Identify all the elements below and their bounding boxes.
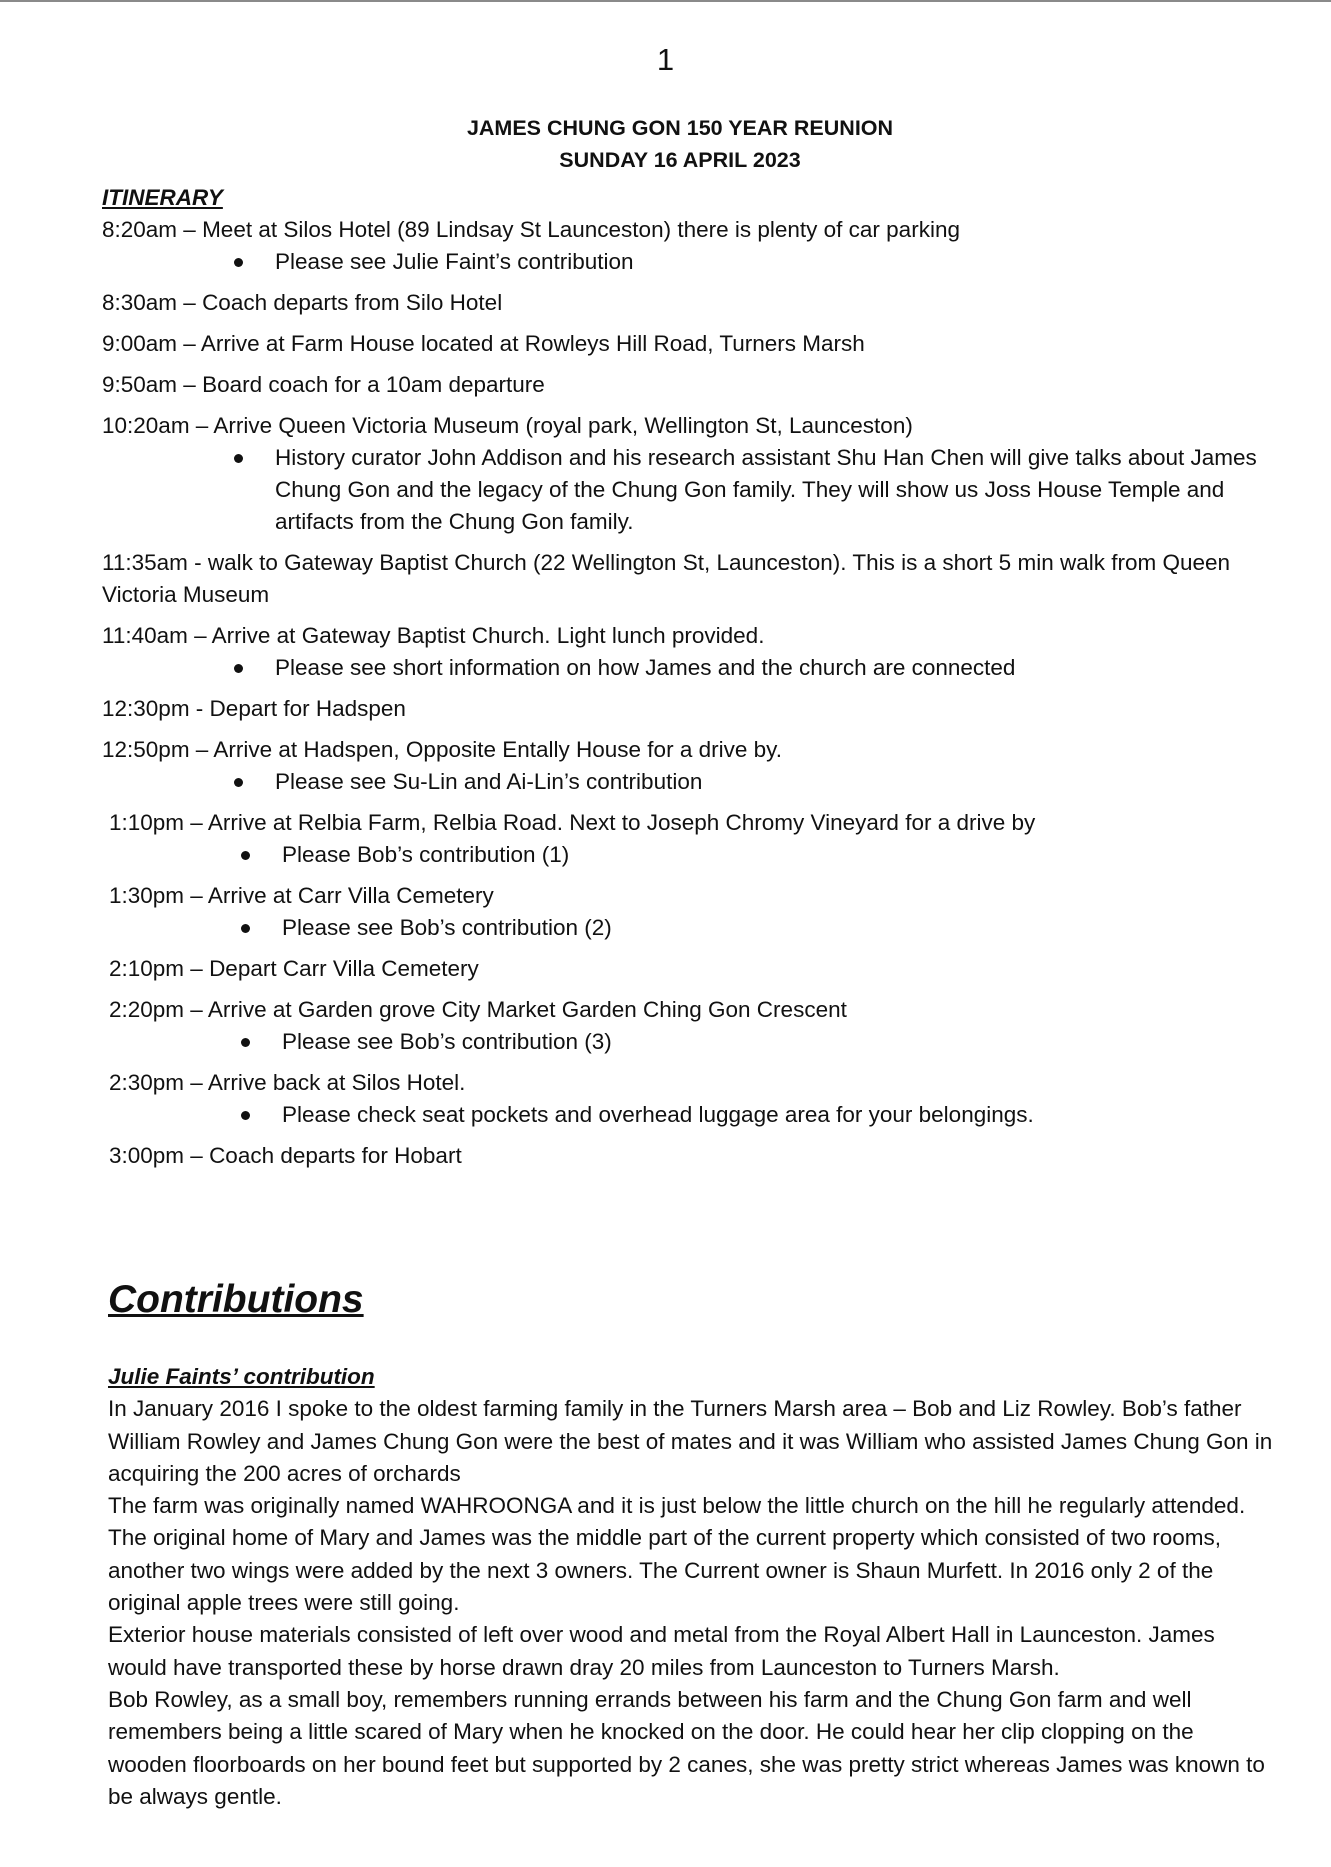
itinerary-bullet-text: History curator John Addison and his research assistant Shu Han Chen will give talks about James Chung Gon and the legacy of the Chung Gon family. They will show us Joss House Temple and artifacts from the Chung Gon family.	[275, 445, 1257, 534]
bullet-dot-icon	[241, 924, 250, 933]
itinerary-item-text: 8:30am – Coach departs from Silo Hotel	[102, 290, 503, 315]
itinerary-bullet	[109, 912, 1262, 944]
itinerary-item-text: 2:10pm – Depart Carr Villa Cemetery	[109, 956, 479, 981]
julie-contribution-heading: Julie Faints’ contribution	[108, 1364, 375, 1389]
itinerary-item-text: 10:20am – Arrive Queen Victoria Museum (royal park, Wellington St, Launceston)	[102, 413, 913, 438]
itinerary-bullet-text: Please see Bob’s contribution (3)	[282, 1029, 612, 1054]
itinerary-item	[102, 880, 1262, 944]
bullet-dot-icon	[234, 778, 243, 787]
contributions-heading: Contributions	[108, 1278, 364, 1321]
bullet-dot-icon	[241, 1038, 250, 1047]
itinerary-item-text: 3:00pm – Coach departs for Hobart	[109, 1143, 462, 1168]
itinerary-bullet-text: Please see Bob’s contribution (2)	[282, 915, 612, 940]
bullet-dot-icon	[234, 664, 243, 673]
itinerary-item-text: 11:40am – Arrive at Gateway Baptist Church. Light lunch provided.	[102, 623, 765, 648]
itinerary-bullet	[102, 442, 1262, 538]
itinerary-item	[102, 1067, 1262, 1131]
itinerary-bullet	[102, 246, 1262, 278]
itinerary-item-text: 2:30pm – Arrive back at Silos Hotel.	[109, 1070, 466, 1095]
itinerary-bullet-list	[102, 652, 1262, 684]
bullet-dot-icon	[234, 258, 243, 267]
itinerary-item	[102, 547, 1262, 611]
itinerary-bullet	[109, 839, 1262, 871]
itinerary-bullet-list	[102, 442, 1262, 538]
contribution-paragraph: Bob Rowley, as a small boy, remembers running errands between his farm and the Chung Gon farm and well remembers being a little scared of Mary when he knocked on the door. He could hear her clip clopping on the wooden floorboards on her bound feet but supported by 2 canes, she was pretty strict whereas James was known to be always gentle.	[108, 1686, 1265, 1809]
itinerary-item	[102, 369, 1262, 401]
contribution-paragraph: The farm was originally named WAHROONGA and it is just below the little church on the hill he regularly attended. The original home of Mary and James was the middle part of the current property which consisted of two rooms, another two wings were added by the next 3 owners. The Current owner is Shaun Murfett. In 2016 only 2 of the original apple trees were still going.	[108, 1493, 1246, 1616]
top-border-line	[0, 0, 1331, 2]
itinerary-item-text: 12:50pm – Arrive at Hadspen, Opposite Entally House for a drive by.	[102, 737, 782, 762]
itinerary-heading: ITINERARY	[102, 185, 223, 210]
itinerary-item	[102, 410, 1262, 538]
bullet-dot-icon	[241, 1111, 250, 1120]
itinerary-bullet-list	[109, 1099, 1262, 1131]
itinerary-item	[102, 287, 1262, 319]
itinerary-bullet-text: Please see Julie Faint’s contribution	[275, 249, 634, 274]
bullet-dot-icon	[234, 454, 243, 463]
itinerary-item	[102, 994, 1262, 1058]
contribution-paragraph: Exterior house materials consisted of left over wood and metal from the Royal Albert Hall in Launceston. James would have transported these by horse drawn dray 20 miles from Launceston to Turners Marsh.	[108, 1622, 1215, 1680]
itinerary-item	[102, 1140, 1262, 1172]
itinerary-bullet	[109, 1099, 1262, 1131]
bullet-dot-icon	[241, 851, 250, 860]
itinerary-bullet-text: Please see Su-Lin and Ai-Lin’s contribution	[275, 769, 703, 794]
document-title	[0, 112, 1331, 176]
itinerary-bullet	[109, 1026, 1262, 1058]
itinerary-section	[102, 182, 1262, 1181]
page-number: 1	[656, 42, 675, 77]
itinerary-item-text: 11:35am - walk to Gateway Baptist Church (22 Wellington St, Launceston). This is a short 5 min walk from Queen Victoria Museum	[102, 550, 1231, 607]
title-line-1: JAMES CHUNG GON 150 YEAR REUNION	[466, 116, 894, 140]
itinerary-bullet-list	[109, 839, 1262, 871]
itinerary-item	[102, 620, 1262, 684]
itinerary-bullet	[102, 766, 1262, 798]
title-line-2: SUNDAY 16 APRIL 2023	[559, 148, 801, 172]
itinerary-item	[102, 807, 1262, 871]
itinerary-bullet-text: Please check seat pockets and overhead luggage area for your belongings.	[282, 1102, 1034, 1127]
itinerary-item	[102, 214, 1262, 278]
contribution-paragraph: In January 2016 I spoke to the oldest farming family in the Turners Marsh area – Bob and Liz Rowley. Bob’s father William Rowley and James Chung Gon were the best of mates and it was William who assisted James Chung Gon in acquiring the 200 acres of orchards	[108, 1396, 1273, 1486]
itinerary-bullet-list	[102, 766, 1262, 798]
itinerary-item	[102, 734, 1262, 798]
itinerary-bullet-list	[109, 1026, 1262, 1058]
itinerary-bullet-text: Please see short information on how James and the church are connected	[275, 655, 1016, 680]
itinerary-bullet-list	[109, 912, 1262, 944]
itinerary-item-text: 2:20pm – Arrive at Garden grove City Market Garden Ching Gon Crescent	[109, 997, 847, 1022]
itinerary-item-text: 12:30pm - Depart for Hadspen	[102, 696, 406, 721]
itinerary-bullet-list	[102, 246, 1262, 278]
itinerary-item-text: 8:20am – Meet at Silos Hotel (89 Lindsay St Launceston) there is plenty of car parking	[102, 217, 960, 242]
itinerary-item	[102, 953, 1262, 985]
itinerary-bullet-text: Please Bob’s contribution (1)	[282, 842, 570, 867]
itinerary-list	[102, 214, 1262, 1172]
itinerary-item	[102, 693, 1262, 725]
itinerary-item-text: 9:50am – Board coach for a 10am departure	[102, 372, 545, 397]
itinerary-item	[102, 328, 1262, 360]
itinerary-item-text: 1:10pm – Arrive at Relbia Farm, Relbia Road. Next to Joseph Chromy Vineyard for a drive by	[109, 810, 1036, 835]
julie-contribution-section	[108, 1361, 1278, 1813]
itinerary-item-text: 1:30pm – Arrive at Carr Villa Cemetery	[109, 883, 494, 908]
itinerary-item-text: 9:00am – Arrive at Farm House located at Rowleys Hill Road, Turners Marsh	[102, 331, 865, 356]
itinerary-bullet	[102, 652, 1262, 684]
